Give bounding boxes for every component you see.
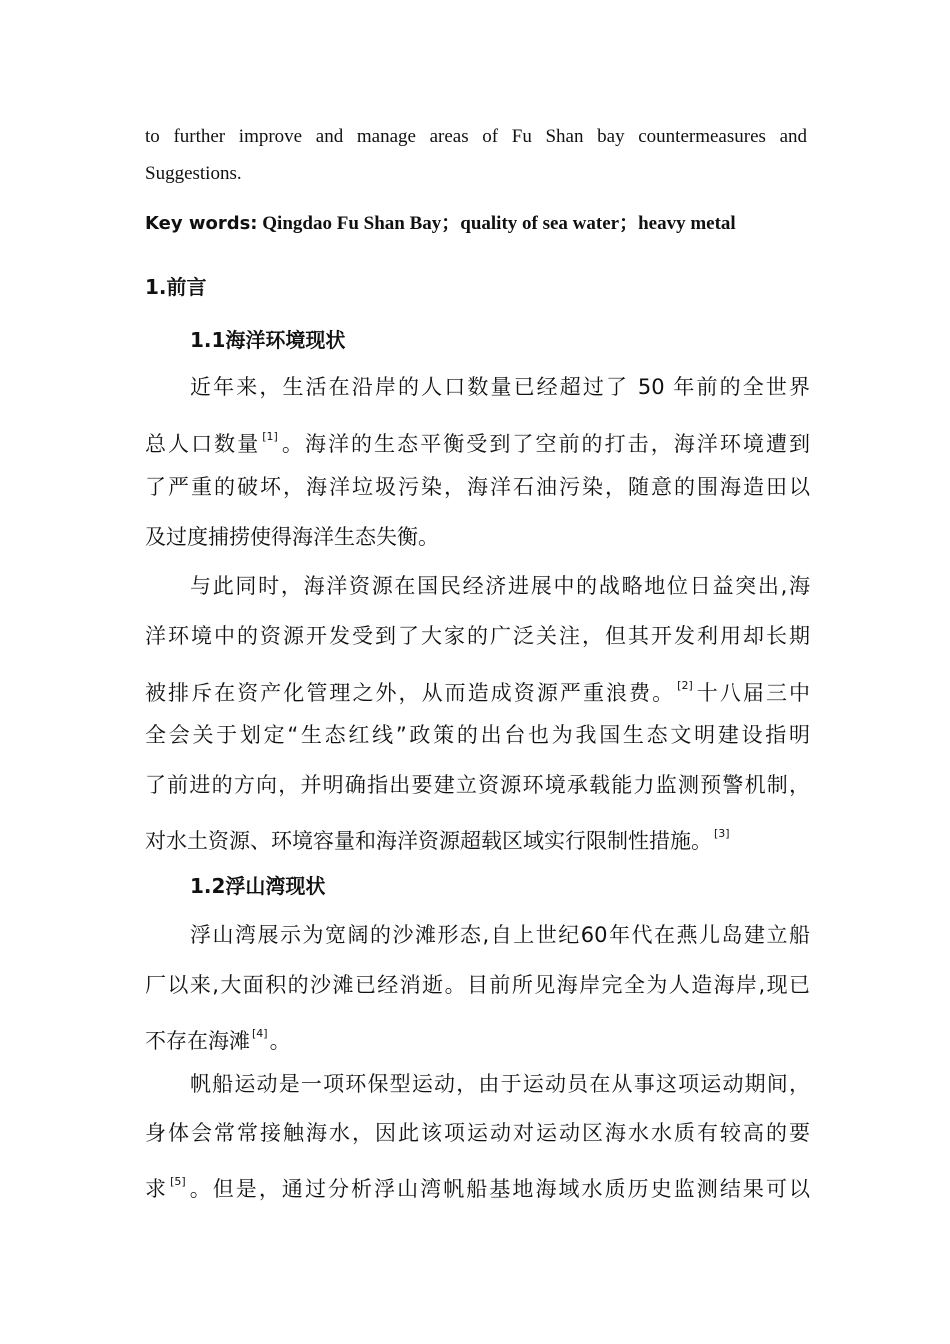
keywords-text: Qingdao Fu Shan Bay；quality of sea water；heavy metal [257, 213, 736, 234]
text-run: 求 [145, 1177, 169, 1201]
paragraph-line: 洋环境中的资源开发受到了大家的广泛关注，但其开发利用却长期 [145, 624, 810, 648]
abstract-line: Suggestions. [145, 163, 242, 184]
section-heading-intro: 1.前言 [145, 275, 207, 299]
keywords-label: Key words: [145, 213, 258, 234]
citation-ref[interactable]: [2] [677, 679, 693, 692]
paragraph-line: 全会关于划定“生态红线”政策的出台也为我国生态文明建设指明 [145, 723, 810, 747]
keywords [145, 208, 736, 235]
subsection-heading-fushan-bay: 1.2浮山湾现状 [190, 874, 326, 898]
paragraph-line: 浮山湾展示为宽阔的沙滩形态,自上世纪60年代在燕儿岛建立船 [190, 923, 810, 947]
text-run: 被排斥在资产化管理之外，从而造成资源严重浪费。 [145, 681, 676, 705]
paragraph-line: 及过度捕捞使得海洋生态失衡。 [145, 525, 439, 549]
paragraph-line: 厂以来,大面积的沙滩已经消逝。目前所见海岸完全为人造海岸,现已 [145, 973, 810, 997]
text-run: 十八届三中 [694, 681, 811, 705]
paragraph-line [145, 1009, 810, 1066]
paragraph-line: 与此同时，海洋资源在国民经济进展中的战略地位日益突出,海 [190, 574, 810, 598]
paragraph-line: 了前进的方向，并明确指出要建立资源环境承载能力监测预警机制， [145, 773, 810, 797]
text-run: 总人口数量 [145, 432, 261, 456]
paragraph-line: 近年来，生活在沿岸的人口数量已经超过了 50 年前的全世界 [190, 375, 810, 399]
text-run: 对水土资源、环境容量和海洋资源超载区域实行限制性措施。 [145, 829, 712, 853]
text-run: 。海洋的生态平衡受到了空前的打击，海洋环境遭到 [279, 432, 811, 456]
citation-ref[interactable]: [5] [170, 1175, 186, 1188]
text-run: 。但是，通过分析浮山湾帆船基地海域水质历史监测结果可以 [187, 1177, 811, 1201]
text-run: 。 [269, 1029, 291, 1053]
citation-ref[interactable]: [3] [714, 827, 730, 840]
paragraph-line: 了严重的破坏，海洋垃圾污染，海洋石油污染，随意的围海造田以 [145, 475, 810, 499]
paragraph-line: 身体会常常接触海水，因此该项运动对运动区海水水质有较高的要 [145, 1121, 810, 1145]
text-run: 不存在海滩 [145, 1029, 250, 1053]
paragraph-line: 帆船运动是一项环保型运动，由于运动员在从事这项运动期间， [190, 1072, 810, 1096]
paragraph-line [145, 809, 810, 866]
subsection-heading-marine-environment: 1.1海洋环境现状 [190, 328, 346, 352]
abstract-line: to further improve and manage areas of Fu Shan bay countermeasures and [145, 126, 807, 147]
paragraph-line [145, 1157, 810, 1214]
citation-ref[interactable]: [1] [262, 430, 278, 443]
paragraph-line [145, 412, 810, 469]
citation-ref[interactable]: [4] [252, 1027, 268, 1040]
